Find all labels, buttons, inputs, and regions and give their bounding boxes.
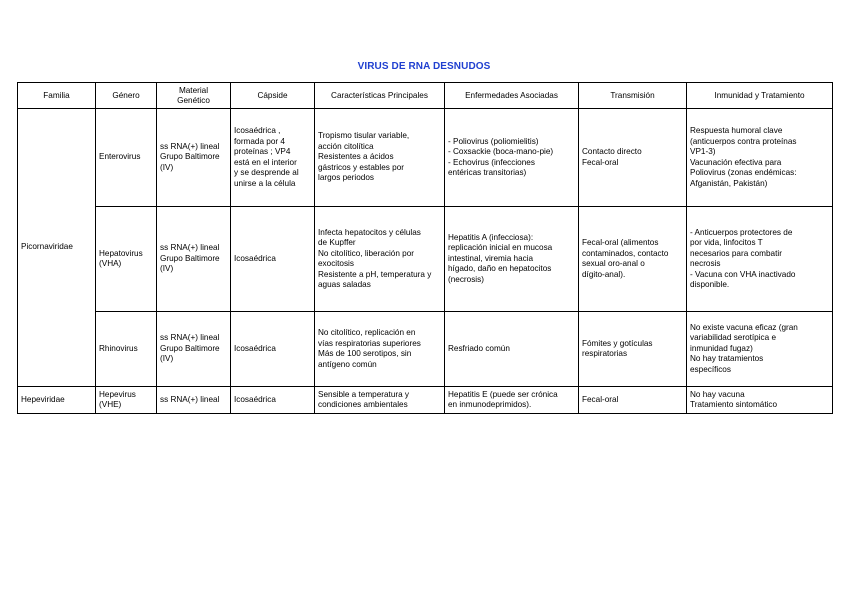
- cell-line: No citolítico, replicación en: [318, 328, 416, 337]
- features-cell: [315, 109, 445, 207]
- cell-line: ss RNA(+) lineal: [160, 243, 220, 253]
- cell-line: Grupo Baltimore: [160, 343, 220, 353]
- cell-line: exocitosis: [318, 259, 354, 268]
- genus-cell: [96, 207, 157, 312]
- features-cell: [315, 312, 445, 387]
- cell-line: largos periodos: [318, 173, 374, 183]
- cell-line: (IV): [160, 162, 174, 172]
- genus-cell: [96, 387, 157, 414]
- family-cell-hepeviridae: Hepeviridae: [18, 387, 96, 414]
- material-cell: [157, 109, 231, 207]
- cell-line: Resfriado común: [448, 343, 510, 353]
- features-cell: [315, 207, 445, 312]
- header-capside: [231, 83, 315, 109]
- cell-line: (IV): [160, 264, 174, 274]
- immunity-cell: [687, 312, 833, 387]
- cell-line: Fecal-oral (alimentos: [582, 238, 659, 247]
- cell-line: Rhinovirus: [99, 343, 138, 353]
- cell-line: ss RNA(+) lineal: [160, 394, 220, 404]
- cell-line: No citolítico, liberación por: [318, 248, 415, 258]
- table-row-rhinovirus: [18, 312, 833, 387]
- cell-line: Icosaédrica: [234, 343, 276, 353]
- virus-table: [17, 82, 833, 414]
- cell-line: inmunidad fugaz): [690, 343, 753, 353]
- cell-line: - Coxsackie (boca-mano-pie): [448, 147, 554, 156]
- cell-line: Más de 100 serotipos, sin: [318, 349, 412, 358]
- cell-line: Icosaédrica ,: [234, 126, 281, 135]
- cell-line: proteínas ; VP4: [234, 147, 291, 156]
- header-caracteristicas: [315, 83, 445, 109]
- material-cell: [157, 312, 231, 387]
- cell-line: Icosaédrica: [234, 253, 276, 263]
- features-cell: [315, 387, 445, 414]
- capsid-cell: [231, 207, 315, 312]
- family-cell-picornaviridae: Picornaviridae: [18, 109, 96, 387]
- cell-line: está en el interior: [234, 157, 297, 167]
- transmission-cell: [579, 109, 687, 207]
- cell-line: (VHA): [99, 259, 122, 268]
- cell-line: Hepevirus: [99, 389, 136, 399]
- cell-line: Características Principales: [331, 90, 428, 100]
- cell-line: respiratorias: [582, 349, 628, 358]
- cell-line: Género: [112, 90, 140, 100]
- header-material-genetico: [157, 83, 231, 109]
- cell-line: Vacunación efectiva para: [690, 157, 782, 167]
- cell-line: Respuesta humoral clave: [690, 126, 783, 135]
- cell-line: - Anticuerpos protectores de: [690, 227, 793, 237]
- cell-line: específicos: [690, 364, 731, 374]
- header-enfermedades: [445, 83, 579, 109]
- cell-line: - Poliovirus (poliomielitis): [448, 136, 539, 146]
- cell-line: Grupo Baltimore: [160, 152, 220, 162]
- cell-line: - Echovirus (infecciones: [448, 157, 535, 167]
- cell-line: Grupo Baltimore: [160, 253, 220, 263]
- table-row-hepevirus: [18, 387, 833, 414]
- cell-line: y se desprende al: [234, 168, 299, 177]
- cell-line: acción citolítica: [318, 141, 374, 151]
- transmission-cell: [579, 207, 687, 312]
- header-transmision: [579, 83, 687, 109]
- diseases-cell: [445, 207, 579, 312]
- genus-cell: [96, 109, 157, 207]
- cell-line: necrosis: [690, 259, 721, 268]
- cell-line: hígado, daño en hepatocitos: [448, 264, 552, 274]
- diseases-cell: [445, 312, 579, 387]
- cell-line: gástricos y estables por: [318, 162, 405, 172]
- cell-line: No hay tratamientos: [690, 354, 764, 364]
- cell-line: aguas saladas: [318, 280, 371, 289]
- cell-line: VP1-3): [690, 147, 716, 156]
- cell-line: Material: [178, 85, 209, 95]
- cell-line: Contacto directo: [582, 147, 642, 156]
- cell-line: Hepatovirus: [99, 248, 143, 258]
- diseases-cell: [445, 387, 579, 414]
- transmission-cell: [579, 387, 687, 414]
- cell-line: Poliovirus (zonas endémicas:: [690, 168, 797, 177]
- cell-line: No hay vacuna: [690, 389, 745, 399]
- cell-line: disponible.: [690, 280, 730, 289]
- cell-line: (necrosis): [448, 274, 484, 284]
- cell-line: Resistentes a ácidos: [318, 152, 394, 162]
- cell-line: Fecal-oral: [582, 157, 619, 167]
- cell-line: Hepatitis E (puede ser crónica: [448, 389, 558, 399]
- cell-line: (VHE): [99, 400, 122, 409]
- cell-line: condiciones ambientales: [318, 400, 408, 409]
- cell-line: en inmunodeprimidos).: [448, 400, 532, 409]
- cell-line: replicación inicial en mucosa: [448, 243, 553, 253]
- cell-line: Familia: [43, 90, 70, 100]
- cell-line: contaminados, contacto: [582, 248, 669, 258]
- cell-line: Cápside: [257, 90, 288, 100]
- cell-line: Resistente a pH, temperatura y: [318, 269, 432, 279]
- capsid-cell: [231, 109, 315, 207]
- page-title: VIRUS DE RNA DESNUDOS: [357, 61, 491, 72]
- cell-line: Afganistán, Pakistán): [690, 178, 768, 188]
- cell-line: de Kupffer: [318, 238, 356, 247]
- cell-line: (IV): [160, 354, 174, 364]
- cell-line: Sensible a temperatura y: [318, 389, 410, 399]
- cell-line: necesarios para combatir: [690, 248, 782, 258]
- cell-line: Infecta hepatocitos y células: [318, 227, 421, 237]
- header-row: [18, 83, 833, 109]
- cell-line: entéricas transitorias): [448, 168, 527, 177]
- diseases-cell: [445, 109, 579, 207]
- cell-line: por vida, linfocitos T: [690, 238, 763, 247]
- cell-line: antígeno común: [318, 359, 377, 369]
- capsid-cell: [231, 312, 315, 387]
- material-cell: [157, 207, 231, 312]
- cell-line: intestinal, viremia hacia: [448, 253, 534, 263]
- cell-line: No existe vacuna eficaz (gran: [690, 322, 798, 332]
- cell-line: Inmunidad y Tratamiento: [714, 90, 805, 100]
- cell-line: ss RNA(+) lineal: [160, 333, 220, 343]
- capsid-cell: [231, 387, 315, 414]
- header-genero: [96, 83, 157, 109]
- cell-line: Tropismo tisular variable,: [318, 131, 410, 141]
- transmission-cell: [579, 312, 687, 387]
- table-row-hepatovirus: [18, 207, 833, 312]
- table-row-enterovirus: [18, 109, 833, 207]
- immunity-cell: [687, 207, 833, 312]
- cell-line: variabilidad serotípica e: [690, 333, 777, 343]
- cell-line: unirse a la célula: [234, 178, 296, 188]
- material-cell: [157, 387, 231, 414]
- header-familia: [18, 83, 96, 109]
- cell-line: Enterovirus: [99, 152, 141, 162]
- cell-line: Icosaédrica: [234, 394, 276, 404]
- cell-line: Fómites y gotículas: [582, 338, 653, 348]
- genus-cell: [96, 312, 157, 387]
- immunity-cell: [687, 387, 833, 414]
- cell-line: Enfermedades Asociadas: [465, 90, 558, 100]
- immunity-cell: [687, 109, 833, 207]
- cell-line: Genético: [177, 95, 210, 105]
- cell-line: (anticuerpos contra proteínas: [690, 136, 797, 146]
- cell-line: sexual oro-anal o: [582, 259, 645, 268]
- cell-line: formada por 4: [234, 136, 285, 146]
- cell-line: Fecal-oral: [582, 394, 619, 404]
- cell-line: - Vacuna con VHA inactivado: [690, 269, 796, 279]
- cell-line: Tratamiento sintomático: [690, 400, 778, 409]
- cell-line: ss RNA(+) lineal: [160, 141, 220, 151]
- cell-line: dígito-anal).: [582, 269, 626, 279]
- cell-line: Hepatitis A (infecciosa):: [448, 232, 534, 242]
- cell-line: vías respiratorias superiores: [318, 338, 421, 348]
- header-inmunidad: [687, 83, 833, 109]
- cell-line: Transmisión: [610, 90, 655, 100]
